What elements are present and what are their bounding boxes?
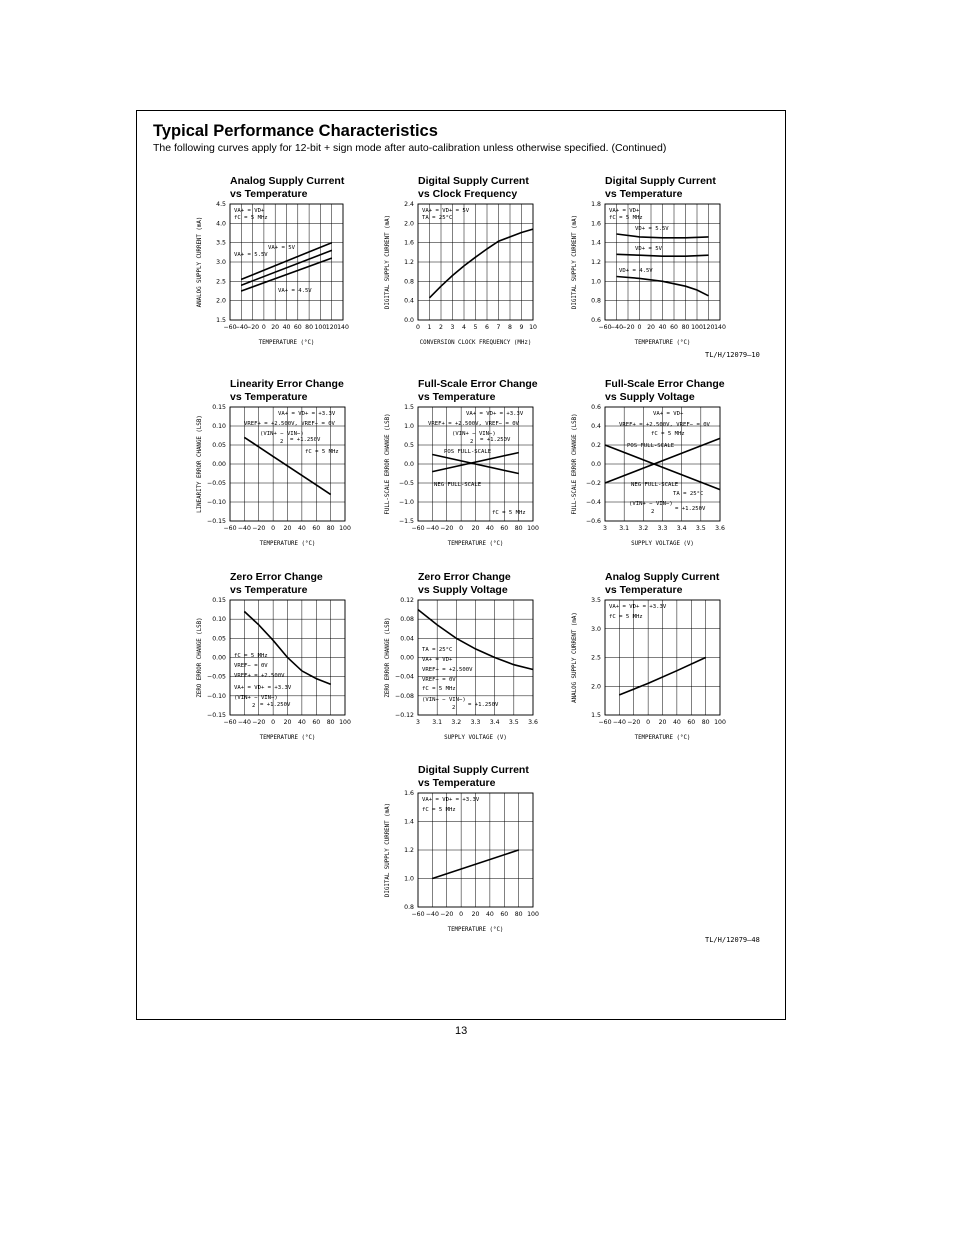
chart-title: vs Supply Voltage (418, 584, 508, 596)
x-axis-label: TEMPERATURE (°C) (447, 927, 504, 933)
y-tick-label: 0.0 (404, 461, 414, 468)
y-axis-label: FULL-SCALE ERROR CHANGE (LSB) (572, 413, 578, 515)
x-tick-label: 100 (314, 324, 327, 331)
chart-title: vs Temperature (418, 777, 496, 789)
annotation: VREF+ = +2.500V, VREF− = 0V (428, 421, 519, 427)
y-tick-label: −0.6 (585, 518, 601, 525)
x-tick-label: 80 (681, 324, 690, 331)
y-tick-label: 1.8 (591, 201, 601, 208)
y-tick-label: −0.10 (207, 692, 226, 700)
figure-reference-1: TL/H/12079–10 (705, 351, 760, 359)
x-tick-label: 100 (527, 911, 539, 918)
y-tick-label: −0.05 (207, 673, 226, 681)
x-tick-label: −40 (237, 525, 251, 532)
annotation: VA+ = VD+ (234, 208, 265, 214)
y-tick-label: 1.4 (591, 239, 601, 247)
x-tick-label: 3.4 (489, 719, 500, 726)
annotation: (VIN+ − VIN−) (629, 501, 673, 507)
y-tick-label: 1.5 (591, 712, 601, 719)
annotation: VREF− = 0V (234, 663, 268, 669)
page-title: Typical Performance Characteristics (153, 122, 438, 140)
y-tick-label: 0.8 (404, 278, 414, 286)
x-tick-label: 0 (271, 719, 276, 726)
y-tick-label: 0.00 (400, 654, 414, 662)
x-tick-label: 10 (529, 324, 537, 331)
annotation: 2 (470, 439, 474, 445)
annotation: VA+ = VD+ = 5V (422, 208, 470, 214)
x-tick-label: 80 (514, 911, 523, 918)
annotation: POS FULL-SCALE (627, 443, 675, 449)
x-tick-label: 3.4 (676, 525, 687, 532)
x-tick-label: 80 (326, 525, 335, 532)
annotation: VA+ = VD+ = +3.3V (422, 797, 480, 803)
x-tick-label: −60 (223, 719, 237, 726)
x-tick-label: 20 (647, 324, 655, 331)
chart-title: Analog Supply Current (230, 175, 345, 187)
x-tick-label: 120 (325, 324, 338, 331)
annotation: fC = 5 MHz (651, 431, 685, 437)
y-tick-label: 1.4 (404, 818, 414, 826)
annotation: VA+ = VD+ = +3.3V (609, 604, 667, 610)
y-tick-label: 2.0 (591, 683, 601, 691)
x-tick-label: −40 (609, 324, 624, 331)
y-tick-label: −1.5 (398, 518, 414, 525)
chart-title: Full-Scale Error Change (605, 378, 725, 390)
chart-digital-supply-vs-temp (572, 175, 726, 346)
annotation: TA = 25°C (673, 491, 704, 497)
y-tick-label: 0.15 (212, 404, 226, 411)
y-tick-label: −0.15 (207, 518, 226, 525)
annotation: fC = 5 MHz (609, 215, 643, 221)
chart-title: vs Clock Frequency (418, 188, 518, 200)
chart-title: Digital Supply Current (418, 764, 529, 776)
y-tick-label: 2.0 (216, 297, 226, 305)
y-tick-label: 2.5 (216, 278, 226, 286)
page-subtitle: The following curves apply for 12-bit + sign mode after auto-calibration unless otherwise specified. (Continued) (153, 142, 667, 154)
x-tick-label: 3.3 (657, 525, 668, 532)
x-tick-label: −20 (627, 719, 641, 726)
annotation: (VIN+ − VIN−) (234, 695, 278, 701)
annotation: = +1.250V (290, 437, 321, 443)
x-tick-label: 6 (485, 324, 489, 331)
y-tick-label: −0.05 (207, 480, 226, 487)
x-tick-label: 40 (297, 719, 306, 726)
x-tick-label: 3.6 (528, 719, 538, 726)
y-axis-label: ZERO ERROR CHANGE (LSB) (197, 617, 203, 698)
x-tick-label: 100 (339, 719, 351, 726)
x-axis-label: TEMPERATURE (°C) (259, 735, 316, 741)
y-tick-label: 0.6 (591, 317, 601, 324)
annotation: VA+ = VD+ (653, 411, 684, 417)
x-tick-label: 60 (312, 525, 321, 532)
annotation: TA = 25°C (422, 647, 453, 653)
annotation: VREF+ = +2.500V, VREF− = 0V (244, 421, 335, 427)
x-tick-label: 60 (500, 911, 509, 918)
y-tick-label: 3.0 (591, 625, 601, 633)
chart-title: Zero Error Change (230, 571, 323, 583)
x-axis-label: TEMPERATURE (°C) (258, 340, 315, 346)
chart-analog-supply-vs-temp (197, 175, 349, 346)
chart-fullscale-error-vs-supply (572, 378, 725, 547)
x-tick-label: −40 (612, 719, 626, 726)
x-tick-label: 40 (485, 525, 494, 532)
y-tick-label: 1.2 (591, 259, 601, 266)
x-tick-label: −60 (411, 525, 425, 532)
y-tick-label: 0.2 (591, 442, 601, 449)
x-tick-label: −20 (440, 911, 454, 918)
x-tick-label: 20 (471, 911, 480, 918)
y-tick-label: 1.0 (591, 278, 601, 286)
y-tick-label: −0.5 (398, 480, 414, 487)
chart-title: Digital Supply Current (418, 175, 529, 187)
x-tick-label: 100 (527, 525, 539, 532)
chart-title: vs Temperature (230, 188, 308, 200)
x-tick-label: 0 (261, 324, 266, 331)
annotation: 2 (651, 509, 655, 515)
x-tick-label: −40 (425, 911, 439, 918)
x-tick-label: 3.3 (470, 719, 481, 726)
x-tick-label: 80 (305, 324, 314, 331)
y-axis-label: DIGITAL SUPPLY CURRENT (mA) (385, 802, 391, 898)
x-tick-label: 40 (658, 324, 667, 331)
x-tick-label: 20 (658, 719, 667, 726)
annotation: fC = 5 MHz (609, 614, 643, 620)
x-tick-label: 0 (459, 525, 464, 532)
y-tick-label: −1.0 (398, 499, 414, 506)
x-tick-label: 7 (496, 324, 501, 331)
y-tick-label: 0.05 (212, 635, 226, 643)
annotation: fC = 5 MHz (234, 215, 268, 221)
y-tick-label: 1.5 (216, 317, 226, 324)
x-tick-label: 60 (670, 324, 678, 331)
annotation: fC = 5 MHz (305, 449, 339, 455)
y-tick-label: 0.4 (591, 423, 601, 430)
x-tick-label: 40 (282, 324, 291, 331)
annotation: VA+ = 5.5V (234, 252, 268, 258)
chart-title: Digital Supply Current (605, 175, 716, 187)
y-tick-label: −0.4 (585, 499, 601, 506)
annotation: fC = 5 MHz (234, 653, 268, 659)
y-tick-label: 0.12 (400, 597, 414, 604)
chart-title: vs Temperature (418, 391, 496, 403)
x-tick-label: 3.1 (619, 525, 630, 532)
chart-title: Analog Supply Current (605, 571, 720, 583)
x-tick-label: 60 (687, 719, 696, 726)
y-tick-label: 3.5 (591, 597, 601, 604)
x-tick-label: 100 (339, 525, 351, 532)
x-tick-label: 100 (691, 324, 703, 331)
annotation: VREF+ = +2.500V, VREF− = 0V (619, 422, 710, 428)
x-tick-label: 20 (283, 525, 292, 532)
x-tick-label: 0 (416, 324, 420, 331)
y-tick-label: 0.08 (400, 616, 414, 624)
y-tick-label: 0.0 (591, 461, 601, 468)
x-tick-label: 3.5 (695, 525, 706, 532)
x-tick-label: 20 (271, 324, 280, 331)
x-tick-label: −20 (621, 324, 635, 331)
chart-title: vs Temperature (230, 391, 308, 403)
annotation: VA+ = VD+ = +3.3V (278, 411, 336, 417)
y-tick-label: −0.12 (395, 712, 414, 719)
y-tick-label: 0.8 (404, 904, 414, 911)
annotation: VD+ = 5.5V (635, 226, 669, 232)
x-tick-label: 1 (427, 324, 432, 331)
x-tick-label: 4 (462, 324, 466, 331)
annotation: fC = 5 MHz (492, 510, 526, 516)
y-tick-label: 2.5 (591, 654, 601, 662)
y-axis-label: DIGITAL SUPPLY CURRENT (mA) (572, 214, 578, 310)
chart-title: Linearity Error Change (230, 378, 344, 390)
x-axis-label: TEMPERATURE (°C) (447, 541, 504, 547)
x-tick-label: 0 (646, 719, 651, 726)
y-tick-label: 3.5 (216, 239, 226, 247)
x-tick-label: 60 (312, 719, 321, 726)
x-axis-label: CONVERSION CLOCK FREQUENCY (MHz) (419, 340, 532, 346)
x-tick-label: 3.1 (432, 719, 443, 726)
series-line (430, 229, 534, 298)
x-tick-label: 3.6 (715, 525, 725, 532)
y-tick-label: 1.0 (404, 875, 414, 883)
x-tick-label: 0 (459, 911, 464, 918)
y-axis-label: LINEARITY ERROR CHANGE (LSB) (197, 415, 203, 513)
x-tick-label: −20 (440, 525, 454, 532)
annotation: VD+ = 5V (635, 246, 662, 252)
y-tick-label: 2.0 (404, 220, 414, 228)
y-tick-label: 1.5 (404, 404, 414, 411)
x-tick-label: 40 (297, 525, 306, 532)
x-tick-label: −20 (252, 525, 266, 532)
x-tick-label: 80 (514, 525, 523, 532)
y-tick-label: 0.4 (404, 297, 414, 305)
y-tick-label: −0.10 (207, 499, 226, 506)
x-tick-label: 3.2 (638, 525, 649, 532)
chart-zero-error-vs-supply (385, 571, 538, 741)
y-tick-label: 4.0 (216, 220, 226, 228)
x-tick-label: 20 (283, 719, 292, 726)
x-tick-label: 140 (337, 324, 349, 331)
x-tick-label: −40 (425, 525, 439, 532)
x-tick-label: −20 (252, 719, 266, 726)
annotation: VREF+ = +2.500V (234, 673, 285, 679)
chart-title: vs Temperature (605, 188, 683, 200)
chart-linearity-error-vs-temp (197, 378, 351, 547)
x-tick-label: 60 (293, 324, 302, 331)
chart-title: vs Temperature (230, 584, 308, 596)
y-tick-label: 0.8 (591, 297, 601, 305)
annotation: fC = 5 MHz (422, 807, 456, 813)
annotation: VREF− = 0V (422, 677, 456, 683)
y-tick-label: 1.2 (404, 847, 414, 854)
annotation: = +1.250V (468, 702, 499, 708)
x-tick-label: 80 (326, 719, 335, 726)
annotation: 2 (252, 703, 256, 709)
annotation: = +1.250V (260, 702, 291, 708)
chart-zero-error-vs-temp (197, 571, 351, 741)
chart-title: vs Temperature (605, 584, 683, 596)
y-tick-label: −0.15 (207, 712, 226, 719)
annotation: NEG FULL-SCALE (631, 482, 679, 488)
x-tick-label: 9 (519, 324, 524, 331)
y-tick-label: 0.6 (591, 404, 601, 411)
x-axis-label: SUPPLY VOLTAGE (V) (631, 541, 694, 547)
annotation: = +1.250V (675, 506, 706, 512)
y-tick-label: 0.00 (212, 461, 226, 468)
x-tick-label: −40 (237, 719, 251, 726)
annotation: VA+ = 5V (268, 245, 295, 251)
x-tick-label: 80 (701, 719, 710, 726)
y-tick-label: 0.0 (404, 317, 414, 324)
y-tick-label: 1.0 (404, 423, 414, 430)
annotation: (VIN+ − VIN−) (452, 431, 496, 437)
x-tick-label: −60 (411, 911, 425, 918)
annotation: (VIN+ − VIN−) (260, 431, 304, 437)
y-tick-label: 1.6 (404, 239, 414, 247)
chart-title: Full-Scale Error Change (418, 378, 538, 390)
x-axis-label: TEMPERATURE (°C) (634, 340, 691, 346)
annotation: VA+ = VD+ = +3.3V (234, 685, 292, 691)
x-axis-label: TEMPERATURE (°C) (634, 735, 691, 741)
chart-digital-supply-vs-temp-3v3 (385, 764, 539, 933)
annotation: 2 (452, 705, 456, 711)
x-tick-label: 5 (473, 324, 478, 331)
chart-title: Zero Error Change (418, 571, 511, 583)
annotation: VA+ = VD+ (422, 657, 453, 663)
y-tick-label: 1.2 (404, 259, 414, 266)
annotation: VREF+ = +2.500V (422, 667, 473, 673)
x-tick-label: 20 (471, 525, 480, 532)
y-tick-label: 0.05 (212, 442, 226, 449)
x-tick-label: 40 (672, 719, 681, 726)
y-tick-label: 1.6 (591, 220, 601, 228)
annotation: VD+ = 4.5V (619, 268, 653, 274)
y-tick-label: 3.0 (216, 259, 226, 266)
x-tick-label: −60 (223, 324, 237, 331)
x-tick-label: 2 (439, 324, 443, 331)
x-tick-label: 120 (702, 324, 715, 331)
y-axis-label: ANALOG SUPPLY CURRENT (mA) (197, 216, 203, 308)
chart-analog-supply-vs-temp-3v3 (572, 571, 726, 741)
x-tick-label: −40 (234, 324, 248, 331)
x-tick-label: 0 (637, 324, 642, 331)
x-axis-label: TEMPERATURE (°C) (259, 541, 316, 547)
annotation: VA+ = VD+ = +3.3V (466, 411, 524, 417)
y-axis-label: ZERO ERROR CHANGE (LSB) (385, 617, 391, 698)
y-tick-label: 0.04 (400, 635, 414, 643)
chart-digital-supply-vs-clock (385, 175, 537, 346)
y-tick-label: 0.5 (404, 442, 414, 449)
y-axis-label: FULL-SCALE ERROR CHANGE (LSB) (385, 413, 391, 515)
annotation: = +1.250V (480, 437, 511, 443)
annotation: fC = 5 MHz (422, 686, 456, 692)
y-axis-label: ANALOG SUPPLY CURRENT (mA) (572, 612, 578, 703)
x-tick-label: 3 (416, 719, 420, 726)
x-tick-label: 3 (450, 324, 455, 331)
chart-title: vs Supply Voltage (605, 391, 695, 403)
annotation: VA+ = VD+ (609, 208, 640, 214)
y-tick-label: 0.10 (212, 423, 226, 430)
y-axis-label: DIGITAL SUPPLY CURRENT (mA) (385, 214, 391, 310)
x-tick-label: 100 (714, 719, 726, 726)
y-tick-label: −0.04 (395, 673, 414, 681)
y-tick-label: 0.15 (212, 597, 226, 604)
annotation: TA = 25°C (422, 215, 453, 221)
annotation: NEG FULL-SCALE (434, 482, 482, 488)
x-tick-label: 3.2 (451, 719, 462, 726)
chart-fullscale-error-vs-temp (385, 378, 539, 547)
page-number: 13 (455, 1025, 468, 1037)
annotation: (VIN+ − VIN−) (422, 697, 466, 703)
y-tick-label: 0.10 (212, 616, 226, 624)
y-tick-label: 0.00 (212, 654, 226, 662)
x-tick-label: 0 (271, 525, 276, 532)
y-tick-label: −0.2 (585, 480, 601, 487)
x-tick-label: 8 (508, 324, 512, 331)
annotation: VA+ = 4.5V (278, 288, 312, 294)
x-tick-label: −60 (598, 719, 612, 726)
x-axis-label: SUPPLY VOLTAGE (V) (444, 735, 507, 741)
x-tick-label: −60 (223, 525, 237, 532)
x-tick-label: −60 (598, 324, 612, 331)
x-tick-label: 3 (603, 525, 607, 532)
y-tick-label: 4.5 (216, 201, 226, 208)
y-tick-label: 1.6 (404, 790, 414, 797)
x-tick-label: 3.5 (508, 719, 519, 726)
x-tick-label: 140 (714, 324, 726, 331)
y-tick-label: 2.4 (404, 201, 414, 208)
annotation: POS FULL-SCALE (444, 449, 492, 455)
x-tick-label: −20 (246, 324, 260, 331)
y-tick-label: −0.08 (395, 692, 414, 700)
x-tick-label: 40 (485, 911, 494, 918)
annotation: 2 (280, 439, 284, 445)
x-tick-label: 60 (500, 525, 509, 532)
figure-reference-2: TL/H/12079–48 (705, 936, 760, 944)
